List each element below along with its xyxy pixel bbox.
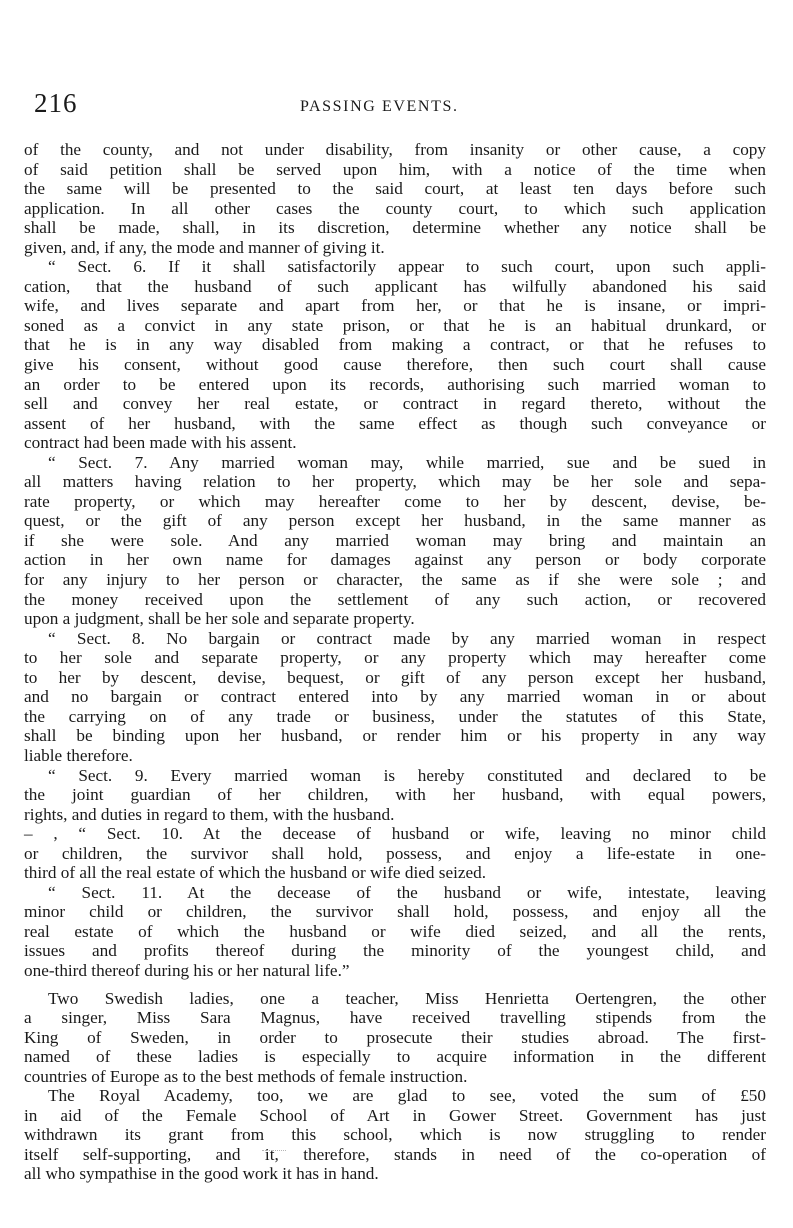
text-line: one-third thereof during his or her natural life.” bbox=[24, 960, 350, 980]
printer-mark bbox=[262, 1150, 286, 1159]
text-line: “ Sect. 11. At the decease of the husband or wife, intestate, leaving bbox=[48, 882, 766, 902]
text-line: a singer, Miss Sara Magnus, have received travelling stipends from the bbox=[24, 1008, 766, 1028]
text-line: The Royal Academy, too, we are glad to see, voted the sum of £50 bbox=[48, 1086, 766, 1106]
text-line: withdrawn its grant from this school, which is now struggling to render bbox=[24, 1125, 766, 1145]
text-line: wife, and lives separate and apart from her, or that he is insane, or impri- bbox=[24, 296, 766, 316]
text-line: soned as a convict in any state prison, or that he is an habitual drunkard, or bbox=[24, 315, 766, 335]
text-line: real estate of which the husband or wife died seized, and all the rents, bbox=[24, 921, 766, 941]
text-line: cation, that the husband of such applicant has wilfully abandoned his said bbox=[24, 276, 766, 296]
text-line: “ Sect. 8. No bargain or contract made by any married woman in respect bbox=[48, 628, 766, 648]
text-line: issues and profits thereof during the minority of the youngest child, and bbox=[24, 941, 766, 961]
text-line: in aid of the Female School of Art in Gower Street. Government has just bbox=[24, 1105, 766, 1125]
body-text bbox=[24, 140, 766, 1184]
text-line: liable therefore. bbox=[24, 745, 133, 765]
text-line: sell and convey her real estate, or contract in regard thereto, without the bbox=[24, 394, 766, 414]
text-line: of said petition shall be served upon him, with a notice of the time when bbox=[24, 159, 766, 179]
text-line: action in her own name for damages against any person or body corporate bbox=[24, 550, 766, 570]
text-line: “ Sect. 6. If it shall satisfactorily appear to such court, upon such appli- bbox=[48, 257, 766, 277]
page-number: 216 bbox=[34, 88, 78, 118]
text-line: the money received upon the settlement of any such action, or recovered bbox=[24, 589, 766, 609]
text-line: and no bargain or contract entered into by any married woman in or about bbox=[24, 687, 766, 707]
text-line: rights, and duties in regard to them, with the husband. bbox=[24, 804, 395, 824]
text-line: or children, the survivor shall hold, possess, and enjoy a life-estate in one- bbox=[24, 843, 766, 863]
text-line: rate property, or which may hereafter come to her by descent, devise, be- bbox=[24, 491, 766, 511]
text-line: assent of her husband, with the same effect as though such conveyance or bbox=[24, 413, 766, 433]
text-line: for any injury to her person or character, the same as if she were sole ; and bbox=[24, 570, 766, 590]
text-line: an order to be entered upon its records, authorising such married woman to bbox=[24, 374, 766, 394]
text-line: shall be made, shall, in its discretion, determine whether any notice shall be bbox=[24, 218, 766, 238]
text-line: Two Swedish ladies, one a teacher, Miss Henrietta Oertengren, the other bbox=[48, 988, 766, 1008]
text-line: minor child or children, the survivor shall hold, possess, and enjoy all the bbox=[24, 902, 766, 922]
text-line: all matters having relation to her property, which may be her sole and sepa- bbox=[24, 472, 766, 492]
text-line: quest, or the gift of any person except her husband, in the same manner as bbox=[24, 511, 766, 531]
page-header bbox=[34, 84, 734, 124]
text-line: give his consent, without good cause therefore, then such court shall cause bbox=[24, 355, 766, 375]
text-line: the same will be presented to the said court, at least ten days before such bbox=[24, 179, 766, 199]
text-line: all who sympathise in the good work it has in hand. bbox=[24, 1164, 379, 1184]
text-line: King of Sweden, in order to prosecute their studies abroad. The first- bbox=[24, 1027, 766, 1047]
text-line: contract had been made with his assent. bbox=[24, 433, 297, 453]
text-line: application. In all other cases the county court, to which such application bbox=[24, 198, 766, 218]
running-head: PASSING EVENTS. bbox=[300, 98, 459, 115]
text-line: the carrying on of any trade or business, under the statutes of this State, bbox=[24, 706, 766, 726]
text-line: to her by descent, devise, bequest, or gift of any person except her husband, bbox=[24, 667, 766, 687]
text-line: upon a judgment, shall be her sole and separate property. bbox=[24, 609, 415, 629]
text-line: – , “ Sect. 10. At the decease of husband or wife, leaving no minor child bbox=[24, 824, 766, 844]
text-line: “ Sect. 7. Any married woman may, while married, sue and be sued in bbox=[48, 452, 766, 472]
text-line: itself self-supporting, and it, therefore, stands in need of the co-operation of bbox=[24, 1144, 766, 1164]
text-line: “ Sect. 9. Every married woman is hereby constituted and declared to be bbox=[48, 765, 766, 785]
text-line: countries of Europe as to the best methods of female instruction. bbox=[24, 1066, 468, 1086]
text-line: that he is in any way disabled from making a contract, or that he refuses to bbox=[24, 335, 766, 355]
text-line: given, and, if any, the mode and manner of giving it. bbox=[24, 237, 385, 257]
text-line: shall be binding upon her husband, or render him or his property in any way bbox=[24, 726, 766, 746]
text-line: named of these ladies is especially to acquire information in the different bbox=[24, 1047, 766, 1067]
text-line: the joint guardian of her children, with her husband, with equal powers, bbox=[24, 785, 766, 805]
text-line: to her sole and separate property, or any property which may hereafter come bbox=[24, 648, 766, 668]
text-line: if she were sole. And any married woman may bring and maintain an bbox=[24, 530, 766, 550]
text-line: third of all the real estate of which the husband or wife died seized. bbox=[24, 863, 486, 883]
text-line: of the county, and not under disability, from insanity or other cause, a copy bbox=[24, 140, 766, 159]
